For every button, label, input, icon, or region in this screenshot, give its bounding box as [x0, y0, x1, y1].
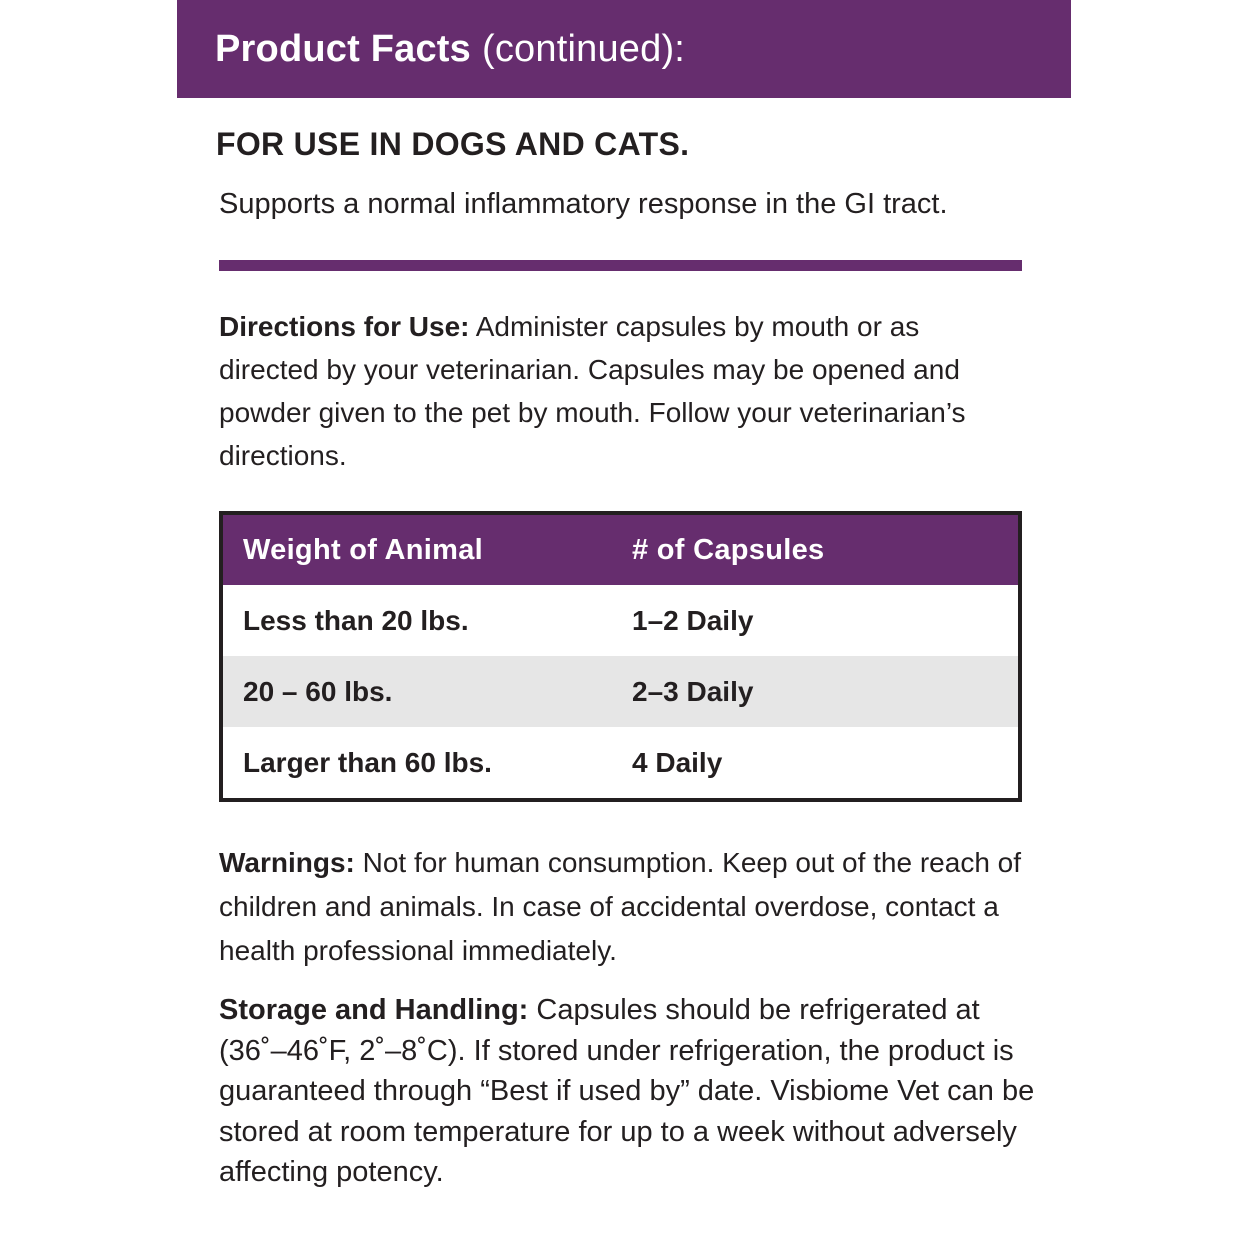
- directions-label: Directions for Use:: [219, 311, 470, 342]
- capsules-cell: 4 Daily: [632, 746, 723, 778]
- weight-cell: Less than 20 lbs.: [243, 604, 469, 636]
- header-title-light: (continued):: [481, 27, 686, 70]
- dosage-table: [219, 511, 1022, 802]
- table-row: [223, 656, 1018, 727]
- dosage-table-header-row: [223, 515, 1018, 585]
- directions-paragraph: [219, 305, 979, 477]
- column-header-weight: Weight of Animal: [243, 533, 484, 566]
- column-header-capsules: # of Capsules: [632, 533, 825, 566]
- directions-text: Administer capsules by mouth or as directed by your veterinarian. Capsules may be opened and powder given to the pet by mouth. Follow your veterinarian’s directions.: [219, 311, 966, 471]
- weight-cell: Larger than 60 lbs.: [243, 746, 492, 778]
- weight-cell: 20 – 60 lbs.: [243, 675, 393, 707]
- warnings-label: Warnings:: [219, 847, 355, 878]
- capsules-cell: 1–2 Daily: [632, 604, 754, 636]
- table-row: [223, 727, 1018, 798]
- warnings-paragraph: [219, 841, 1059, 973]
- support-line: Supports a normal inflammatory response in the GI tract.: [219, 188, 948, 220]
- use-heading: FOR USE IN DOGS AND CATS.: [216, 126, 690, 162]
- table-row: [223, 585, 1018, 656]
- warnings-text: Not for human consumption. Keep out of the reach of children and animals. In case of accidental overdose, contact a health professional immediately.: [219, 847, 1022, 966]
- section-divider: [219, 260, 1022, 271]
- product-facts-header: [177, 0, 1071, 98]
- storage-label: Storage and Handling:: [219, 994, 529, 1026]
- header-title-bold: Product Facts: [215, 27, 471, 70]
- capsules-cell: 2–3 Daily: [632, 675, 754, 707]
- storage-paragraph: [219, 990, 1039, 1193]
- storage-text: Capsules should be refrigerated at (36˚–46˚F, 2˚–8˚C). If stored under refrigeration, the product is guaranteed through “Best if used by” date. Visbiome Vet can be stored at room temperature for up to a week without adversely affecting potency.: [219, 994, 1035, 1188]
